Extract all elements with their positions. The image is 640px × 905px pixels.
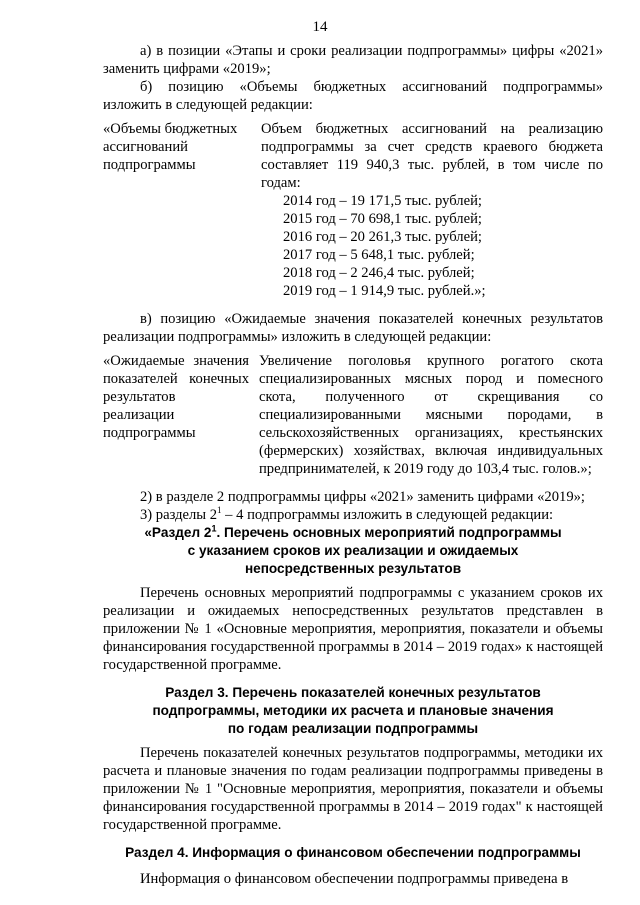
section-3-heading: Раздел 3. Перечень показателей конечных результатов подпрограммы, методики их расчета и плановые значения по годам реализации подпрограммы (152, 685, 554, 736)
section-4-heading: Раздел 4. Информация о финансовом обеспечении подпрограммы (125, 845, 581, 860)
page-number: 14 (312, 19, 328, 35)
results-table-label: «Ожидаемые значения показателей конечных результатов реализации подпрограммы (103, 353, 249, 441)
results-table-value: Увеличение поголовья крупного рогатого скота специализированных мясных пород и помесного скота, полученного от скрещивания со специализированными мясными породами, в сельскохозяйственных организациях, крестьянских (фермерских) хозяйствах, включая индивидуальных предпринимателей, к 2019 году до 103,4 тыс. голов.»; (259, 353, 603, 477)
item-3: 3) разделы $2^1 - 4$ подпрограммы изложить в следующей редакции: (140, 505, 554, 523)
section-2-body: Перечень основных мероприятий подпрограммы с указанием сроков их реализации и ожидаемых непосредственных результатов представлен в приложении № 1 «Основные мероприятия, мероприятия, показатели и объемы финансирования государственной программы в 2014 – 2019 годах» к настоящей государственной программе. (103, 585, 603, 673)
section-4-body: Информация о финансовом обеспечении подпрограммы приведена в (140, 871, 569, 887)
section-2-heading: «Раздел $2^1$. Перечень основных мероприятий подпрограммы с указанием сроков их реализации и ожидаемых непосредственных результатов (144, 523, 562, 576)
year-row: 2019 год – 1 914,9 тыс. рублей.»; (283, 283, 486, 299)
budget-table (103, 120, 603, 300)
year-row: 2016 год – 20 261,3 тыс. рублей; (283, 229, 482, 245)
year-row: 2014 год – 19 171,5 тыс. рублей; (283, 193, 482, 209)
section-3-body: Перечень показателей конечных результатов подпрограммы, методики их расчета и плановые значения по годам реализации подпрограммы приведены в приложении № 1 "Основные мероприятия, мероприятия, показатели и объемы финансирования государственной программы в 2014 – 2019 годах" к настоящей государственной программе. (103, 745, 603, 833)
item-2: 2) в разделе 2 подпрограммы цифры «2021» заменить цифрами «2019»; (140, 489, 585, 505)
budget-years (261, 192, 603, 300)
item-b: б) позицию «Объемы бюджетных ассигнований подпрограммы» изложить в следующей редакции: (103, 79, 603, 113)
results-table (103, 352, 603, 478)
year-row: 2015 год – 70 698,1 тыс. рублей; (283, 211, 482, 227)
year-row: 2018 год – 2 246,4 тыс. рублей; (283, 265, 475, 281)
budget-table-value (261, 120, 603, 300)
budget-table-label: «Объемы бюджетных ассигнований подпрограммы (103, 121, 238, 173)
item-a: а) в позиции «Этапы и сроки реализации подпрограммы» цифры «2021» заменить цифрами «2019»; (103, 43, 603, 77)
year-row: 2017 год – 5 648,1 тыс. рублей; (283, 247, 475, 263)
document-body (103, 0, 603, 888)
item-v: в) позицию «Ожидаемые значения показателей конечных результатов реализации подпрограммы» изложить в следующей редакции: (103, 311, 603, 345)
budget-total: Объем бюджетных ассигнований на реализацию подпрограммы за счет средств краевого бюджета составляет 119 940,3 тыс. рублей, в том числе по годам: (261, 121, 603, 191)
